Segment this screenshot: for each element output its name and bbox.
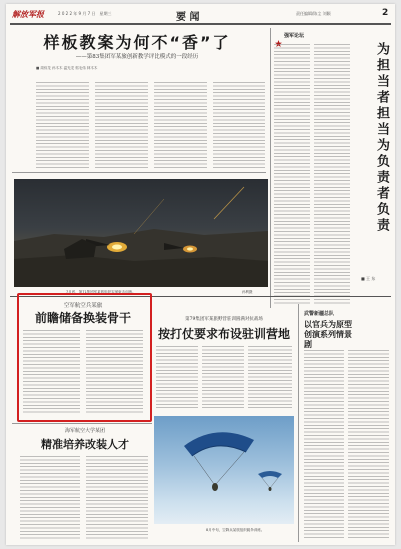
naval-kicker: 海军航空大学某团 <box>64 428 105 434</box>
masthead-rule <box>10 23 391 25</box>
bottom-photo-caption: 8月中旬，空降兵某旅组织跳伞训练。 <box>206 528 265 532</box>
lead-subhead: ——第83集团军某旅创新教学评比模式的一段经历 <box>75 54 199 60</box>
lead-headline: 样板教案为何不“香”了 <box>43 33 231 52</box>
newspaper-logo: 解放军报 <box>12 9 44 19</box>
night-firing-scene <box>14 179 268 287</box>
newspaper-page <box>6 4 395 545</box>
middle-headline: 按打仗要求布设驻训营地 <box>157 327 290 341</box>
lead-byline: ■ 周伟龙 孙木木 温光龙 郭毛伟 林木木 <box>36 66 98 70</box>
middle-body-col-2 <box>202 346 244 410</box>
right-body-col-1 <box>304 350 344 538</box>
air-force-body-col-2 <box>86 330 143 414</box>
top-photo-caption: 7月底，第71集团军某旅组织实弹射击训练。 <box>66 290 136 294</box>
right-body-col-2 <box>348 350 389 538</box>
sidebar-byline: ■ 王 东 <box>361 276 376 281</box>
issue-date: 2 0 2 2 年 9 月 7 日 星期三 <box>58 11 112 16</box>
naval-headline: 精准培养改装人才 <box>41 438 129 451</box>
page-number: 2 <box>382 8 389 18</box>
right-headline: 以官兵为原型创演系列情景剧 <box>304 320 352 349</box>
parachute-scene <box>154 416 294 524</box>
column-star-icon <box>275 32 282 39</box>
lead-body-col-1 <box>36 82 89 168</box>
night-firing-photo <box>14 179 268 287</box>
lead-body-col-4 <box>213 82 265 168</box>
lead-body-col-2 <box>95 82 148 168</box>
naval-body-col-1 <box>20 456 80 540</box>
lead-story-divider <box>12 172 266 173</box>
sidebar-headline: 为担当者担当为负责者负责 <box>374 42 389 234</box>
middle-kicker: 第79集团军某旅野营驻训圆满对抗战场 <box>185 317 263 322</box>
sidebar-divider <box>270 28 271 308</box>
right-kicker: 武警新疆总队 <box>304 311 335 317</box>
naval-story-divider <box>12 423 152 424</box>
parachute-photo <box>154 416 294 524</box>
lead-body-col-3 <box>154 82 207 168</box>
editor-credit: 责任编辑/陈尘 刘颖 <box>296 11 331 16</box>
air-force-body-col-1 <box>23 330 80 414</box>
middle-body-col-3 <box>248 346 292 410</box>
naval-body-col-2 <box>86 456 148 540</box>
top-photo-credit: 孙利摄 <box>242 290 253 294</box>
air-force-headline: 前瞻储备换装骨干 <box>34 311 131 325</box>
sidebar-body-col-1 <box>274 44 310 306</box>
right-story-divider <box>298 304 299 542</box>
air-force-kicker: 空军航空兵某旅 <box>63 303 103 309</box>
middle-body-col-1 <box>156 346 198 410</box>
sidebar-column-name: 强军论坛 <box>284 33 305 39</box>
section-title: 要 闻 <box>176 12 200 23</box>
sidebar-body-col-2 <box>314 44 350 306</box>
